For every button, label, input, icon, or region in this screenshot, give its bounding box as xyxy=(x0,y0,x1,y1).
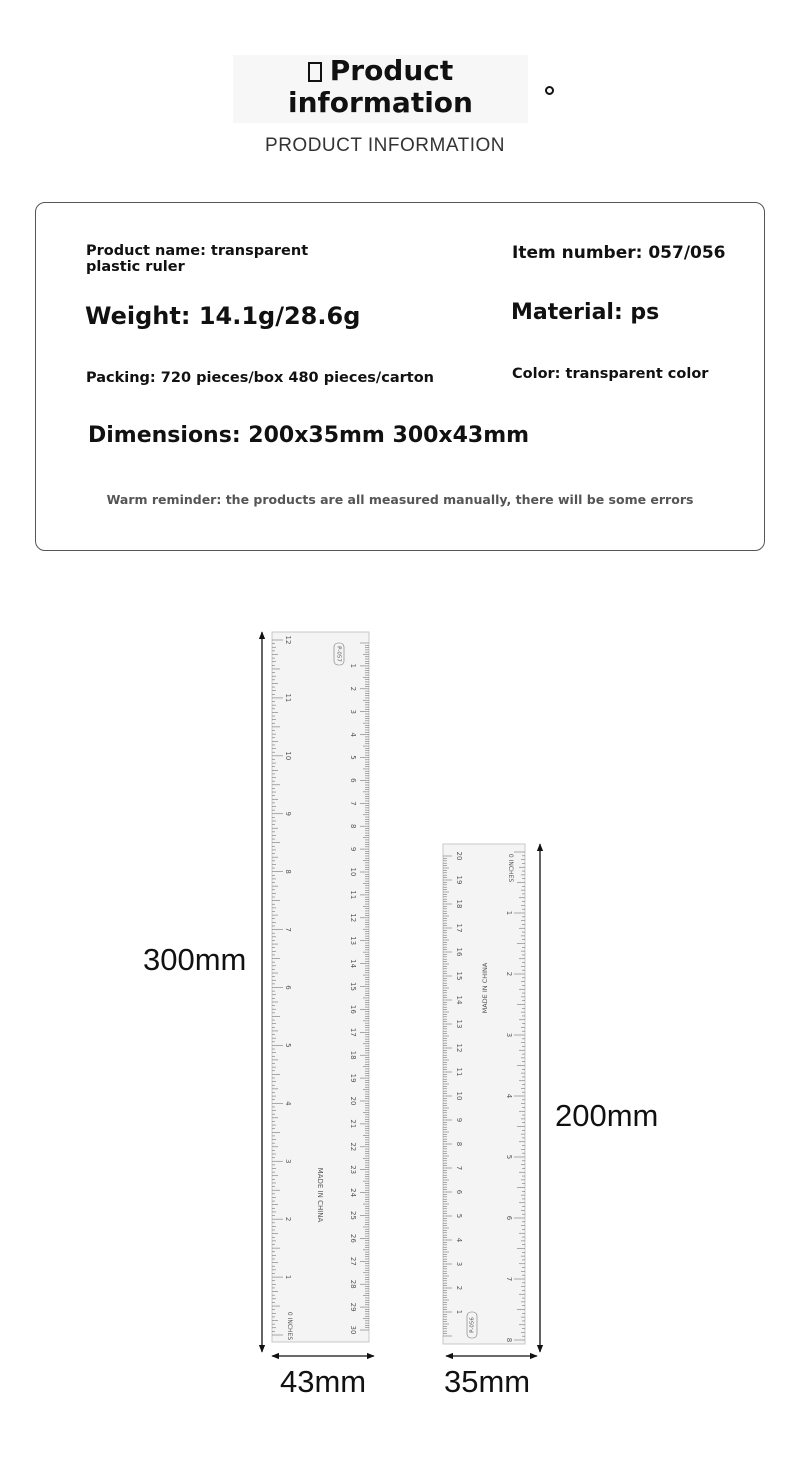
product-name: Product name: transparent plastic ruler xyxy=(86,243,309,275)
cm-tick-label: 22 xyxy=(349,1142,357,1152)
cm-tick-label: 7 xyxy=(455,1165,463,1171)
inches-label: 0 INCHES xyxy=(286,1311,293,1341)
inch-tick-label: 7 xyxy=(505,1276,513,1282)
cm-tick-label: 8 xyxy=(455,1141,463,1147)
page-title: Product information xyxy=(288,54,473,119)
cm-tick-label: 23 xyxy=(349,1165,357,1175)
inches-label: 0 INCHES xyxy=(507,853,514,883)
inch-tick-label: 3 xyxy=(284,1159,292,1164)
cm-tick-label: 3 xyxy=(455,1261,463,1267)
inch-tick-label: 2 xyxy=(284,1216,292,1222)
inch-tick-label: 12 xyxy=(284,635,292,645)
cm-tick-label: 4 xyxy=(349,732,357,737)
material: Material: ps xyxy=(511,300,660,325)
cm-tick-label: 4 xyxy=(455,1237,463,1243)
cm-tick-label: 11 xyxy=(455,1067,463,1077)
inch-tick-label: 1 xyxy=(505,910,513,916)
inch-tick-label: 7 xyxy=(284,927,292,932)
cm-tick-label: 16 xyxy=(349,1004,357,1014)
color: Color: transparent color xyxy=(512,366,709,382)
small-length-label: 200mm xyxy=(555,1098,659,1133)
page-subtitle: PRODUCT INFORMATION xyxy=(265,135,505,156)
inch-tick-label: 8 xyxy=(505,1337,513,1343)
inch-tick-label: 10 xyxy=(284,751,292,761)
cm-tick-label: 18 xyxy=(455,899,463,909)
cm-tick-label: 2 xyxy=(349,686,357,692)
cm-tick-label: 15 xyxy=(349,982,357,991)
cm-tick-label: 13 xyxy=(455,1019,463,1029)
inch-tick-label: 11 xyxy=(284,693,292,703)
cm-tick-label: 16 xyxy=(455,947,463,957)
small-width-label: 35mm xyxy=(444,1364,531,1399)
large-length-label: 300mm xyxy=(143,942,247,977)
cm-tick-label: 12 xyxy=(455,1043,463,1053)
cm-tick-label: 18 xyxy=(349,1050,357,1060)
dimensions: Dimensions: 200x35mm 300x43mm xyxy=(88,423,530,448)
inch-tick-label: 9 xyxy=(284,811,292,816)
cm-tick-label: 21 xyxy=(349,1119,357,1129)
cm-tick-label: 13 xyxy=(349,936,357,946)
cm-tick-label: 6 xyxy=(349,778,357,783)
cm-tick-label: 14 xyxy=(349,959,357,969)
packing: Packing: 720 pieces/box 480 pieces/carton xyxy=(86,370,434,386)
cm-tick-label: 10 xyxy=(455,1091,463,1101)
inch-tick-label: 3 xyxy=(505,1032,513,1038)
model-label: P-056 xyxy=(469,1317,476,1333)
cm-tick-label: 20 xyxy=(455,851,463,861)
made-in-china-label: MADE IN CHINA xyxy=(316,1167,324,1223)
large-ruler xyxy=(272,632,369,1342)
cm-tick-label: 8 xyxy=(349,823,357,829)
cm-tick-label: 1 xyxy=(349,663,357,669)
cm-tick-label: 24 xyxy=(349,1188,357,1198)
inch-tick-label: 6 xyxy=(284,985,292,990)
model-label: P-057 xyxy=(335,646,342,662)
cm-tick-label: 15 xyxy=(455,971,463,981)
inch-tick-label: 6 xyxy=(505,1215,513,1221)
cm-tick-label: 25 xyxy=(349,1211,357,1220)
cm-tick-label: 10 xyxy=(349,867,357,877)
cm-tick-label: 2 xyxy=(455,1285,463,1291)
cm-tick-label: 27 xyxy=(349,1256,357,1266)
cm-tick-label: 7 xyxy=(349,801,357,806)
inch-tick-label: 5 xyxy=(505,1154,513,1160)
cm-tick-label: 30 xyxy=(349,1325,357,1335)
cm-tick-label: 5 xyxy=(349,755,357,760)
weight: Weight: 14.1g/28.6g xyxy=(85,302,361,330)
cm-tick-label: 20 xyxy=(349,1096,357,1106)
cm-tick-label: 17 xyxy=(455,923,463,933)
cm-tick-label: 19 xyxy=(349,1073,357,1083)
inch-tick-label: 5 xyxy=(284,1043,292,1048)
cm-tick-label: 5 xyxy=(455,1213,463,1219)
inch-tick-label: 2 xyxy=(505,971,513,977)
cm-tick-label: 12 xyxy=(349,913,357,923)
inch-tick-label: 8 xyxy=(284,869,292,874)
cm-tick-label: 11 xyxy=(349,890,357,900)
inch-tick-label: 1 xyxy=(284,1274,292,1280)
cm-tick-label: 14 xyxy=(455,995,463,1005)
inch-tick-label: 4 xyxy=(284,1101,292,1106)
item-number: Item number: 057/056 xyxy=(512,243,726,263)
cm-tick-label: 28 xyxy=(349,1279,357,1289)
cm-tick-label: 1 xyxy=(455,1309,463,1315)
warm-reminder: Warm reminder: the products are all measured manually, there will be some errors xyxy=(106,492,694,507)
cm-tick-label: 17 xyxy=(349,1027,357,1037)
made-in-china-label: MADE IN CHINA xyxy=(481,962,489,1014)
large-width-label: 43mm xyxy=(280,1364,367,1399)
cm-tick-label: 26 xyxy=(349,1233,357,1243)
cm-tick-label: 9 xyxy=(455,1117,463,1123)
cm-tick-label: 9 xyxy=(349,846,357,852)
cm-tick-label: 3 xyxy=(349,709,357,714)
inch-tick-label: 4 xyxy=(505,1093,513,1099)
cm-tick-label: 6 xyxy=(455,1189,463,1195)
cm-tick-label: 19 xyxy=(455,875,463,885)
cm-tick-label: 29 xyxy=(349,1302,357,1312)
small-ruler xyxy=(443,844,525,1344)
